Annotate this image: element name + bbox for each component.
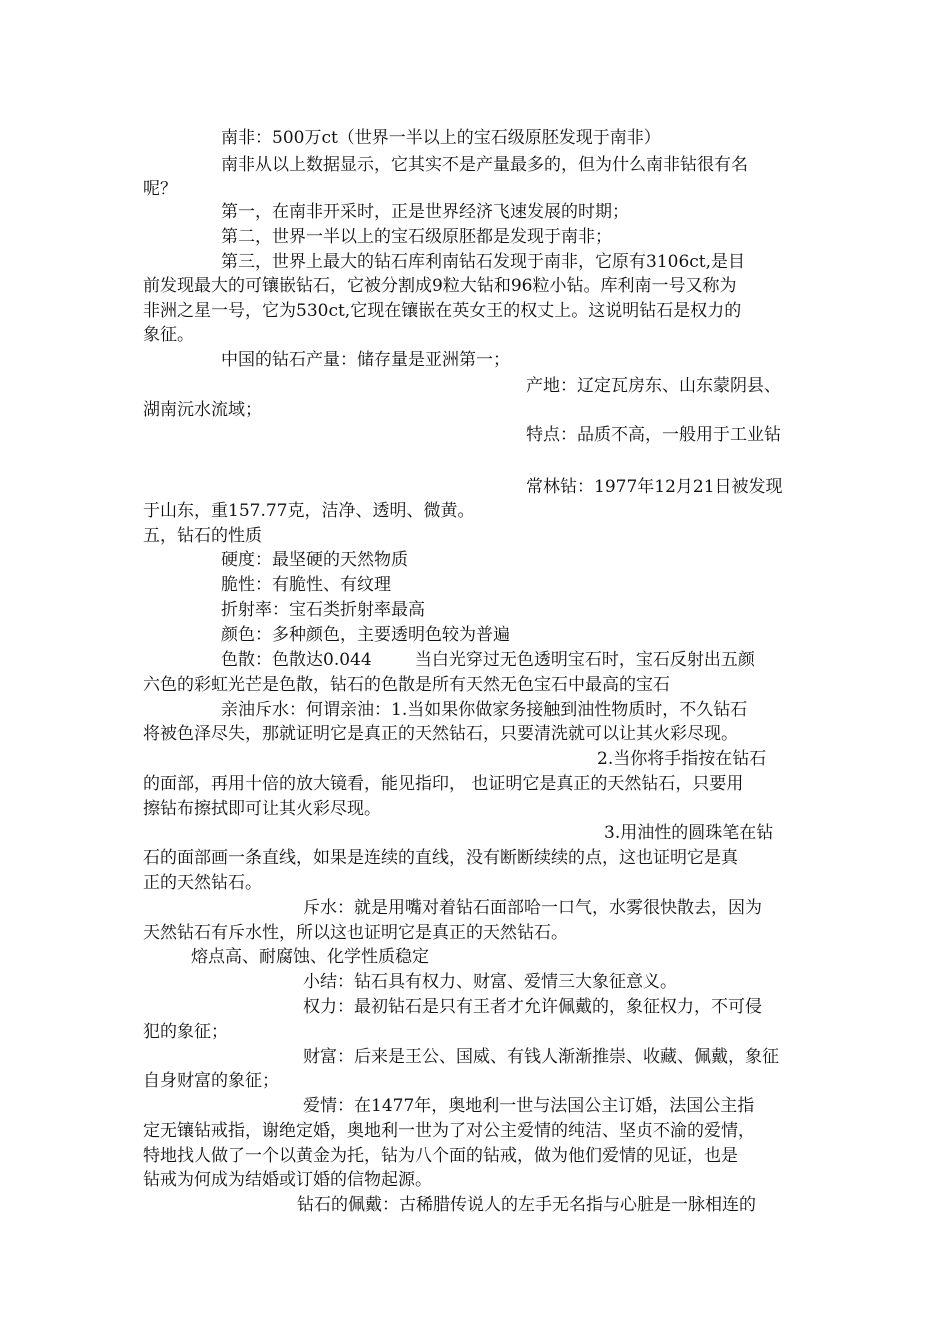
text-line: 湖南沅水流域； — [143, 400, 262, 420]
text-line: 呢？ — [143, 179, 177, 199]
text-line: 天然钻石有斥水性，所以这也证明它是真正的天然钻石。 — [143, 923, 568, 943]
text-line: 象征。 — [143, 325, 194, 345]
text-line: 权力：最初钻石是只有王者才允许佩戴的，象征权力，不可侵 — [303, 997, 762, 1017]
text-line: 正的天然钻石。 — [143, 873, 262, 893]
text-line: 特点：品质不高，一般用于工业钻 — [526, 425, 781, 445]
text-line: 于山东，重157.77克，洁净、透明、微黄。 — [143, 501, 475, 521]
text-line: 第二，世界一半以上的宝石级原胚都是发现于南非； — [221, 227, 612, 247]
text-line: 财富：后来是王公、国威、有钱人渐渐推崇、收藏、佩戴，象征 — [303, 1047, 779, 1067]
text-line: 南非：500万ct（世界一半以上的宝石级原胚发现于南非） — [221, 128, 661, 148]
text-line: 硬度：最坚硬的天然物质 — [221, 550, 408, 570]
text-line: 熔点高、耐腐蚀、化学性质稳定 — [191, 947, 429, 967]
text-line: 定无镶钻戒指，谢绝定婚，奥地利一世为了对公主爱情的纯洁、坚贞不渝的爱情， — [143, 1121, 755, 1141]
text-line: 色散：色散达0.044 当白光穿过无色透明宝石时，宝石反射出五颜 — [221, 650, 755, 670]
text-line: 颜色：多种颜色，主要透明色较为普遍 — [221, 625, 510, 645]
text-line: 特地找人做了一个以黄金为托，钻为八个面的钻戒，做为他们爱情的见证，也是 — [143, 1146, 738, 1166]
text-line: 爱情：在1477年，奥地利一世与法国公主订婚，法国公主指 — [303, 1096, 755, 1116]
text-line: 钻石的佩戴：古稀腊传说人的左手无名指与心脏是一脉相连的 — [297, 1195, 756, 1215]
text-line: 非洲之星一号，它为530ct,它现在镶嵌在英女王的权丈上。这说明钻石是权力的 — [143, 301, 742, 321]
text-line: 六色的彩虹光芒是色散，钻石的色散是所有天然无色宝石中最高的宝石 — [143, 675, 670, 695]
text-line: 中国的钻石产量：储存量是亚洲第一； — [221, 350, 510, 370]
text-line: 斥水：就是用嘴对着钻石面部哈一口气，水雾很快散去，因为 — [303, 898, 762, 918]
text-line: 自身财富的象征； — [143, 1071, 279, 1091]
text-line: 的面部，再用十倍的放大镜看，能见指印， 也证明它是真正的天然钻石，只要用 — [143, 774, 744, 794]
text-line: 将被色泽尽失，那就证明它是真正的天然钻石，只要清洗就可以让其火彩尽现。 — [143, 724, 738, 744]
text-line: 南非从以上数据显示，它其实不是产量最多的，但为什么南非钻很有名 — [221, 155, 748, 175]
text-line: 钻戒为何成为结婚或订婚的信物起源。 — [143, 1170, 432, 1190]
text-line: 3.用油性的圆珠笔在钻 — [604, 823, 774, 843]
text-line: 亲油斥水：何谓亲油：1.当如果你做家务接触到油性物质时，不久钻石 — [221, 700, 748, 720]
text-line: 擦钻布擦拭即可让其火彩尽现。 — [143, 799, 381, 819]
text-line: 2.当你将手指按在钻石 — [597, 749, 767, 769]
text-line: 折射率：宝石类折射率最高 — [221, 600, 425, 620]
text-line: 第三，世界上最大的钻石库利南钻石发现于南非，它原有3106ct,是目 — [221, 252, 746, 272]
text-line: 第一，在南非开采时，正是世界经济飞速发展的时期； — [221, 202, 629, 222]
text-line: 前发现最大的可镶嵌钻石，它被分割成9粒大钻和96粒小钻。库利南一号又称为 — [143, 276, 737, 296]
text-line: 脆性：有脆性、有纹理 — [221, 575, 391, 595]
section-heading: 五，钻石的性质 — [143, 526, 262, 546]
text-line: 石的面部画一条直线，如果是连续的直线，没有断断续续的点，这也证明它是真 — [143, 848, 738, 868]
text-line: 产地：辽定瓦房东、山东蒙阴县、 — [526, 376, 781, 396]
text-line: 小结：钻石具有权力、财富、爱情三大象征意义。 — [303, 972, 677, 992]
text-line: 犯的象征； — [143, 1022, 228, 1042]
text-line: 常林钻：1977年12月21日被发现 — [526, 477, 783, 497]
